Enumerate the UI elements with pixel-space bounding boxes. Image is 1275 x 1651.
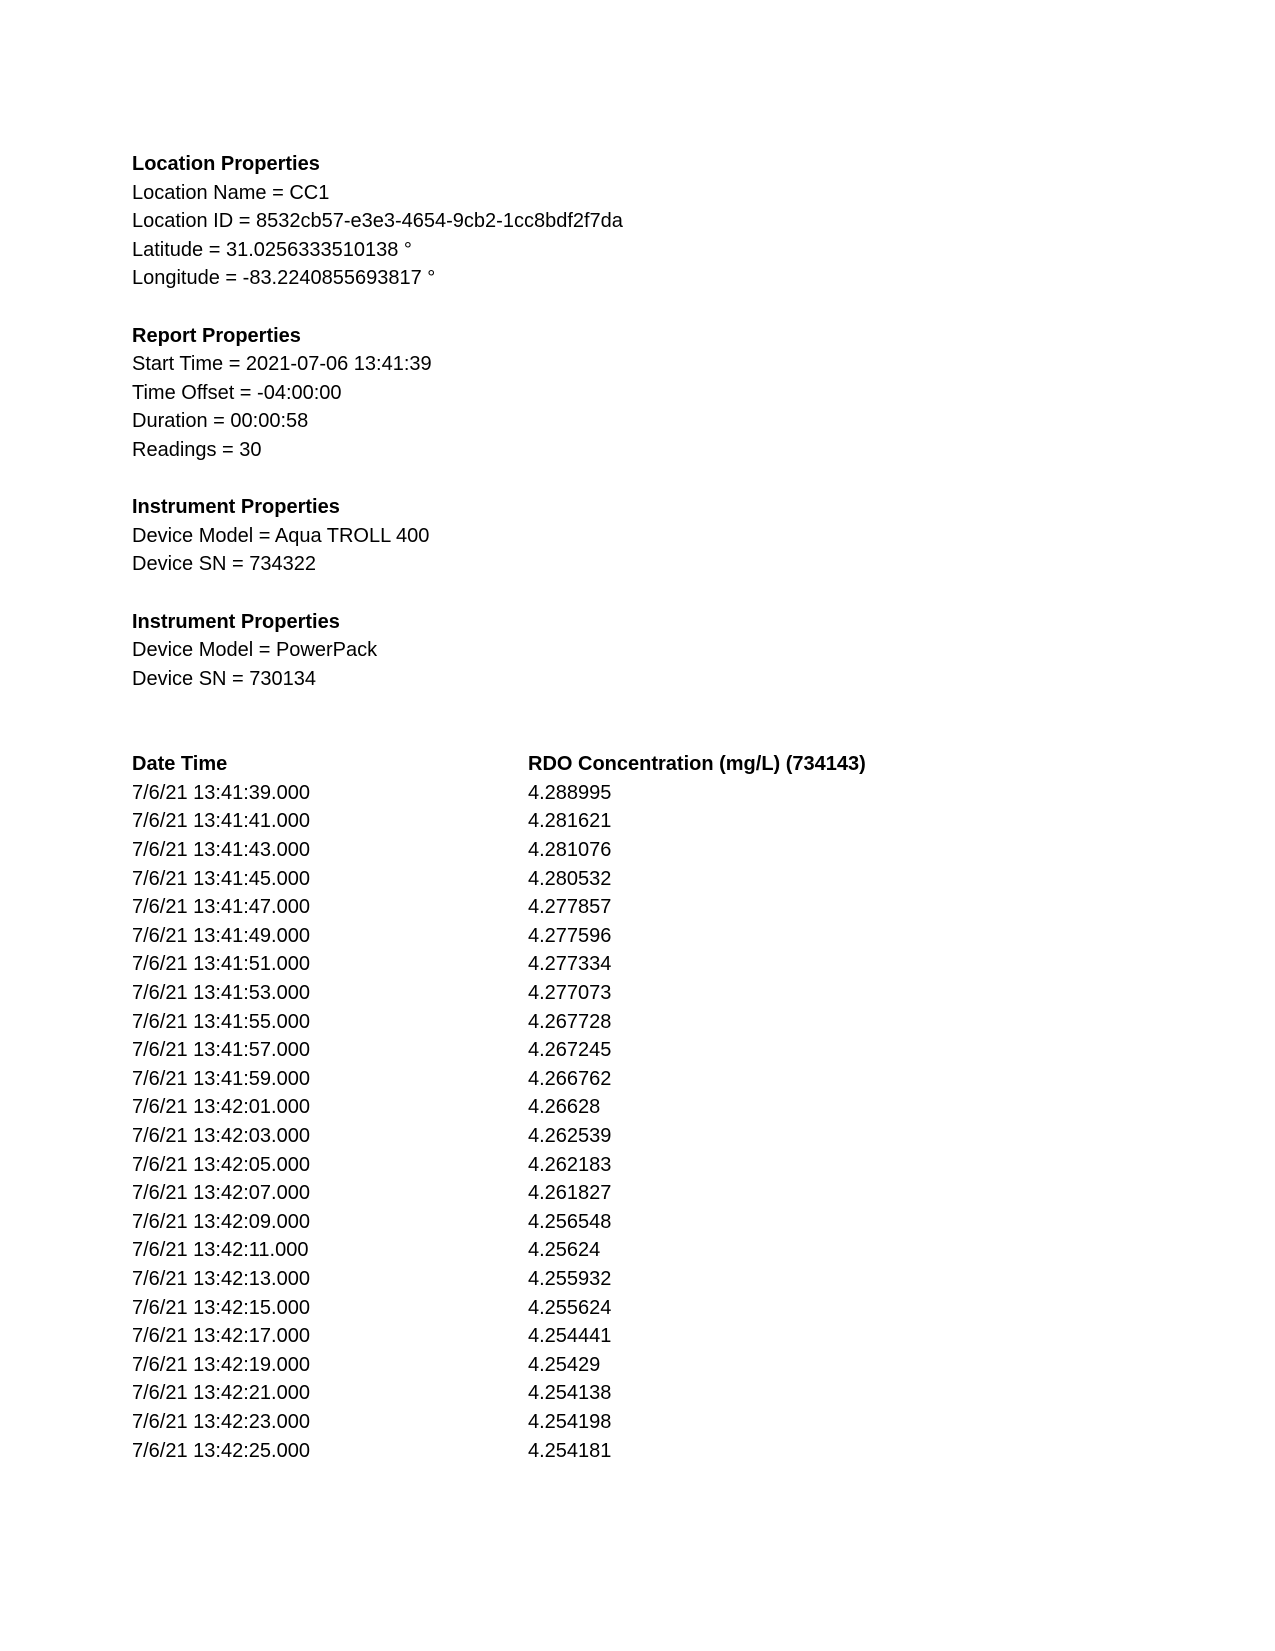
rdo-concentration-cell: 4.267728 [528,1010,612,1033]
table-row [132,1208,1142,1237]
rdo-concentration-cell: 4.255624 [528,1296,612,1319]
table-row [132,1036,1142,1065]
device-model-line: Device Model = PowerPack [132,639,378,662]
date-time-cell: 7/6/21 13:41:55.000 [132,1010,310,1033]
device-model-line: Device Model = Aqua TROLL 400 [132,524,430,547]
rdo-concentration-cell: 4.254138 [528,1382,612,1405]
rdo-concentration-cell: 4.277596 [528,924,612,947]
date-time-cell: 7/6/21 13:42:11.000 [132,1239,309,1262]
rdo-concentration-cell: 4.254181 [528,1439,612,1462]
table-row [132,807,1142,836]
table-row [132,1151,1142,1180]
date-time-cell: 7/6/21 13:42:25.000 [132,1439,310,1462]
rdo-concentration-cell: 4.281621 [528,810,612,833]
table-row [132,1065,1142,1094]
date-time-cell: 7/6/21 13:41:49.000 [132,924,310,947]
table-row [132,1379,1142,1408]
date-time-cell: 7/6/21 13:41:57.000 [132,1039,310,1062]
rdo-concentration-cell: 4.25429 [528,1353,601,1376]
time-offset-line: Time Offset = -04:00:00 [132,381,342,404]
rdo-concentration-cell: 4.266762 [528,1067,612,1090]
table-row [132,893,1142,922]
date-time-cell: 7/6/21 13:41:47.000 [132,896,310,919]
latitude-line: Latitude = 31.0256333510138 ° [132,238,412,261]
table-row [132,979,1142,1008]
date-time-cell: 7/6/21 13:42:09.000 [132,1210,310,1233]
longitude-line: Longitude = -83.2240855693817 ° [132,267,436,290]
table-row [132,922,1142,951]
rdo-concentration-cell: 4.288995 [528,781,612,804]
device-sn-line: Device SN = 734322 [132,553,317,576]
date-time-cell: 7/6/21 13:42:13.000 [132,1267,310,1290]
table-row [132,1093,1142,1122]
date-time-cell: 7/6/21 13:42:15.000 [132,1296,310,1319]
start-time-line: Start Time = 2021-07-06 13:41:39 [132,353,432,376]
rdo-concentration-cell: 4.26628 [528,1096,601,1119]
rdo-concentration-cell: 4.261827 [528,1182,612,1205]
table-row [132,1294,1142,1323]
table-row [132,1236,1142,1265]
date-time-cell: 7/6/21 13:42:01.000 [132,1096,310,1119]
instrument-properties-section-2 [132,608,1142,694]
rdo-concentration-cell: 4.277334 [528,953,612,976]
date-time-cell: 7/6/21 13:41:39.000 [132,781,310,804]
table-row [132,1265,1142,1294]
location-id-line: Location ID = 8532cb57-e3e3-4654-9cb2-1cc8bdf2f7da [132,210,623,233]
table-row [132,779,1142,808]
table-row [132,1179,1142,1208]
date-time-header: Date Time [132,753,228,776]
section-heading: Instrument Properties [132,610,340,633]
table-header-row [132,750,1142,779]
date-time-cell: 7/6/21 13:42:05.000 [132,1153,310,1176]
date-time-cell: 7/6/21 13:42:23.000 [132,1410,310,1433]
date-time-cell: 7/6/21 13:42:19.000 [132,1353,310,1376]
table-row [132,950,1142,979]
section-heading: Instrument Properties [132,496,340,519]
table-row [132,1008,1142,1037]
document-page [132,150,1142,1465]
rdo-concentration-cell: 4.262539 [528,1125,612,1147]
section-heading: Location Properties [132,153,320,175]
date-time-cell: 7/6/21 13:41:53.000 [132,982,310,1005]
rdo-concentration-header: RDO Concentration (mg/L) (734143) [528,753,866,776]
rdo-concentration-cell: 4.281076 [528,839,612,862]
date-time-cell: 7/6/21 13:42:03.000 [132,1125,310,1147]
date-time-cell: 7/6/21 13:42:07.000 [132,1182,310,1205]
rdo-concentration-cell: 4.262183 [528,1153,612,1176]
date-time-cell: 7/6/21 13:41:45.000 [132,867,310,890]
table-row [132,1408,1142,1437]
readings-line: Readings = 30 [132,438,262,461]
rdo-concentration-cell: 4.256548 [528,1210,612,1233]
rdo-concentration-cell: 4.254441 [528,1325,612,1348]
rdo-concentration-cell: 4.25624 [528,1239,601,1262]
readings-table [132,750,1142,1465]
date-time-cell: 7/6/21 13:41:41.000 [132,810,310,833]
table-row [132,1437,1142,1466]
rdo-concentration-cell: 4.280532 [528,867,612,890]
location-name-line: Location Name = CC1 [132,181,330,204]
table-row [132,836,1142,865]
date-time-cell: 7/6/21 13:42:17.000 [132,1325,310,1348]
rdo-concentration-cell: 4.255932 [528,1267,612,1290]
table-row [132,1322,1142,1351]
instrument-properties-section-1 [132,493,1142,579]
rdo-concentration-cell: 4.277857 [528,896,612,919]
date-time-cell: 7/6/21 13:41:51.000 [132,953,310,976]
location-properties-section [132,150,1142,293]
rdo-concentration-cell: 4.254198 [528,1410,612,1433]
date-time-cell: 7/6/21 13:41:59.000 [132,1067,310,1090]
date-time-cell: 7/6/21 13:42:21.000 [132,1382,310,1405]
rdo-concentration-cell: 4.267245 [528,1039,612,1062]
rdo-concentration-cell: 4.277073 [528,982,612,1005]
duration-line: Duration = 00:00:58 [132,410,309,433]
date-time-cell: 7/6/21 13:41:43.000 [132,839,310,862]
table-row [132,1351,1142,1380]
device-sn-line: Device SN = 730134 [132,667,317,690]
report-properties-section [132,322,1142,465]
table-row [132,1122,1142,1151]
table-row [132,865,1142,894]
section-heading: Report Properties [132,324,301,347]
